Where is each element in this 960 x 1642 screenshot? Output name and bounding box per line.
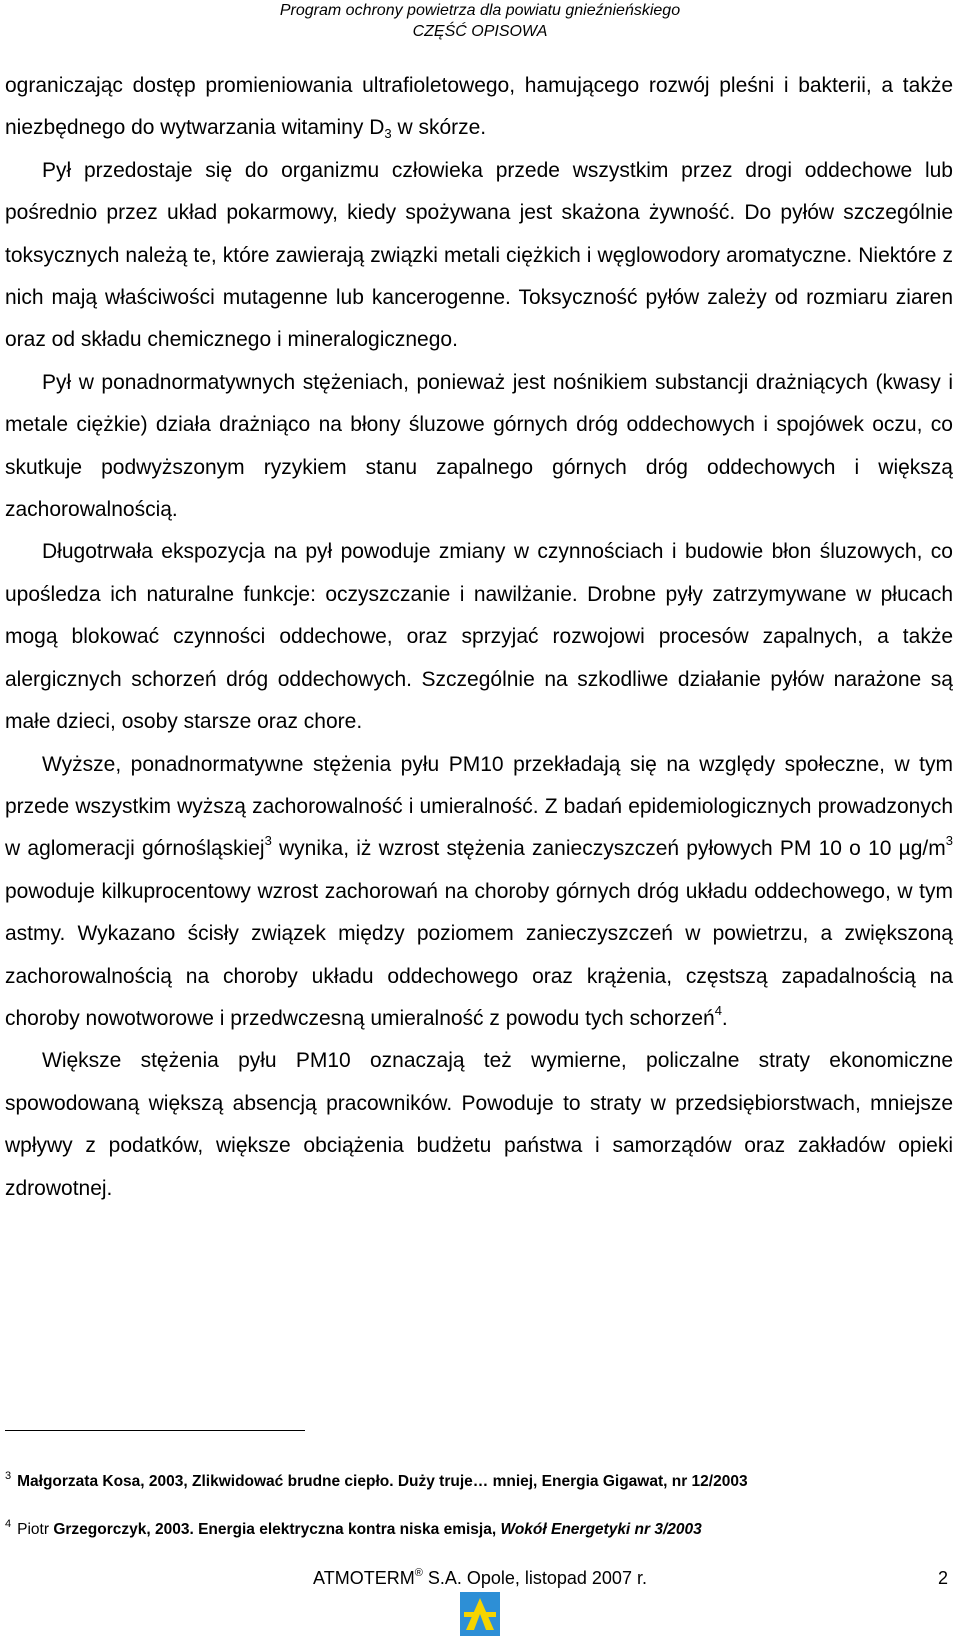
footnote-separator — [5, 1430, 305, 1431]
paragraph-5-text-b: wynika, iż wzrost stężenia zanieczyszczeń pyłowych PM 10 o 10 µg/m — [271, 837, 946, 861]
paragraph-5-end: . — [721, 1006, 728, 1030]
paragraph-1-end: w skórze. — [391, 116, 487, 140]
paragraph-5-text-c: powoduje kilkuprocentowy wzrost zachorowań na choroby górnych dróg układu oddechowego, w tym astmy. Wykazano ścisły związek między poziomem zanieczyszczeń w powietrzu, a zwiększoną zachorowalnością na choroby układu oddechowego oraz krążenia, częstszą zapadalnością na choroby nowotworowe i przedwczesną umieralność z powodu tych schorzeń — [5, 879, 953, 1030]
footnote-4-author-last: Grzegorczyk — [53, 1521, 147, 1538]
paragraph-5-text-a: Wyższe, ponadnormatywne stężenia pyłu PM10 przekładają się na względy społeczne, w tym przede wszystkim wyższą zachorowalność i umieralność. Z badań epidemiologicznych prowadzonych w aglomeracji górnośląskiej — [5, 752, 953, 861]
paragraph-1-text: ograniczając dostęp promieniowania ultrafioletowego, hamującego rozwój pleśni i bakterii, a także niezbędnego do wytwarzania witaminy D — [5, 74, 953, 140]
footnote-4-journal: Wokół Energetyki nr 3/2003 — [500, 1521, 702, 1538]
paragraph-1 — [5, 65, 953, 150]
paragraph-6: Większe stężenia pyłu PM10 oznaczają też wymierne, policzalne straty ekonomiczne spowodowaną większą absencją pracowników. Powoduje to straty w przedsiębiorstwach, mniejsze wpływy z podatków, większe obciążenia budżetu państwa i samorządów oraz zakładów opieki zdrowotnej. — [5, 1049, 953, 1200]
footnote-ref-4: 4 — [714, 1002, 722, 1018]
paragraph-3: Pył w ponadnormatywnych stężeniach, ponieważ jest nośnikiem substancji drażniących (kwasy i metale ciężkie) działa drażniąco na błony śluzowe górnych dróg oddechowych i spojówek oczu, co skutkuje podwyższonym ryzykiem stanu zapalnego górnych dróg oddechowych i większą zachorowalnością. — [5, 370, 953, 522]
footer-location-date: S.A. Opole, listopad 2007 r. — [422, 1568, 647, 1588]
footnote-4-number: 4 — [5, 1518, 12, 1530]
paragraph-2: Pył przedostaje się do organizmu człowieka przede wszystkim przez drogi oddechowe lub pośrednio przez układ pokarmowy, kiedy spożywana jest skażona żywność. Do pyłów szczególnie toksycznych należą te, które zawierają związki metali ciężkich i węglowodory aromatyczne. Niektóre z nich mają właściwości mutagenne lub kancerogenne. Toksyczność pyłów zależy od rozmiaru ziaren oraz od składu chemicznego i mineralogicznego. — [5, 158, 953, 352]
footnote-ref-3: 3 — [264, 833, 272, 849]
footer-company: ATMOTERM — [313, 1568, 415, 1588]
footnote-4 — [5, 1520, 953, 1540]
footnote-4-title: , 2003. Energia elektryczna kontra niska emisja, — [146, 1521, 501, 1538]
document-body — [5, 65, 953, 1210]
subscript-3: 3 — [384, 126, 392, 142]
header-section-title: CZĘŚĆ OPISOWA — [412, 23, 548, 40]
registered-mark: ® — [414, 1567, 423, 1579]
paragraph-4: Długotrwała ekspozycja na pył powoduje zmiany w czynnościach i budowie błon śluzowych, co upośledza ich naturalne funkcje: oczyszczanie i nawilżanie. Drobne pyły zatrzymywane w płucach mogą blokować czynności oddechowe, oraz sprzyjać rozwojowi procesów zapalnych, a także alergicznych schorzeń dróg oddechowych. Szczególnie na szkodliwe działanie pyłów narażone są małe dzieci, osoby starsze oraz chore. — [5, 540, 953, 734]
footnote-3 — [5, 1472, 953, 1492]
page-footer — [0, 1567, 960, 1589]
superscript-cubic: 3 — [945, 833, 953, 849]
header-program-title: Program ochrony powietrza dla powiatu gnieźnieńskiego — [279, 2, 681, 19]
footnote-3-text: Małgorzata Kosa, 2003, Zlikwidować brudne ciepło. Duży truje… mniej, Energia Gigawat, nr 12/2003 — [17, 1473, 748, 1490]
footnote-3-number: 3 — [5, 1470, 12, 1482]
paragraph-5 — [5, 744, 953, 1041]
page-header — [0, 0, 960, 42]
page-number: 2 — [937, 1568, 948, 1588]
atmoterm-logo-icon — [460, 1592, 500, 1636]
footnote-4-author-first: Piotr — [17, 1521, 54, 1538]
